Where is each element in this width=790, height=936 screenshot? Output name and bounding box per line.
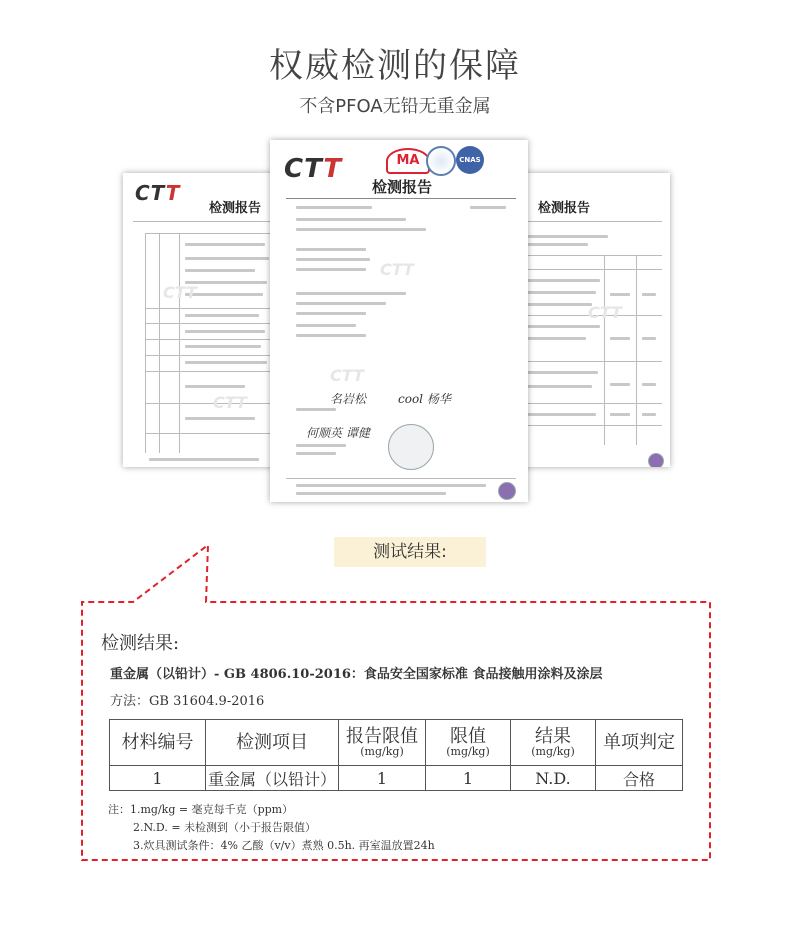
table-cell: 合格	[596, 766, 683, 791]
report-image-left: CTT 检测报告 CTT CTT	[123, 173, 275, 467]
cnas-badge: CNAS	[456, 146, 484, 174]
report-image-center: CTT MA CNAS 检测报告 CTT CTT 名岩松 cool 杨华 何顺英 谭健	[270, 140, 528, 502]
ctt-logo: CTT	[135, 181, 181, 205]
table-cell: 1	[110, 766, 206, 791]
page-subtitle: 不含PFOA无铅无重金属	[299, 96, 491, 117]
table-cell: N.D.	[511, 766, 596, 791]
method-line: 方法：GB 31604.9-2016	[110, 694, 265, 709]
table-cell: 1	[339, 766, 426, 791]
result-label: 测试结果:	[334, 537, 486, 567]
ilac-badge	[426, 146, 456, 176]
table-cell: 重金属（以铅计）	[206, 766, 339, 791]
report-title: 检测报告	[209, 201, 262, 216]
page-title: 权威检测的保障	[269, 46, 521, 86]
header-cell: 材料编号	[110, 720, 206, 766]
section-heading: 检测结果:	[101, 633, 180, 654]
results-table	[109, 719, 683, 791]
header-cell: 限值 (mg/kg)	[426, 720, 511, 766]
notes	[108, 801, 435, 855]
report-image-right: 检测报告 CTT	[518, 173, 670, 467]
header-cell: 结果 (mg/kg)	[511, 720, 596, 766]
note-line: 2.N.D. = 未检测到（小于报告限值）	[133, 821, 317, 834]
table-row	[110, 766, 683, 791]
standard-line: 重金属（以铅计）- GB 4806.10-2016：食品安全国家标准 食品接触用涂料及涂层	[110, 667, 603, 682]
official-stamp	[388, 424, 434, 470]
report-title: 检测报告	[538, 201, 591, 216]
ctt-logo: CTT	[284, 154, 343, 184]
ma-mark: MA	[386, 148, 430, 174]
report-title: 检测报告	[372, 178, 433, 196]
table-header-row	[110, 720, 683, 766]
note-line: 注：1.mg/kg = 毫克每千克（ppm）	[108, 803, 294, 816]
header-cell: 检测项目	[206, 720, 339, 766]
note-line: 3.炊具测试条件：4% 乙酸（v/v）煮熟 0.5h. 再室温放置24h	[133, 839, 435, 852]
table-cell: 1	[426, 766, 511, 791]
header-cell: 单项判定	[596, 720, 683, 766]
header-cell: 报告限值 (mg/kg)	[339, 720, 426, 766]
